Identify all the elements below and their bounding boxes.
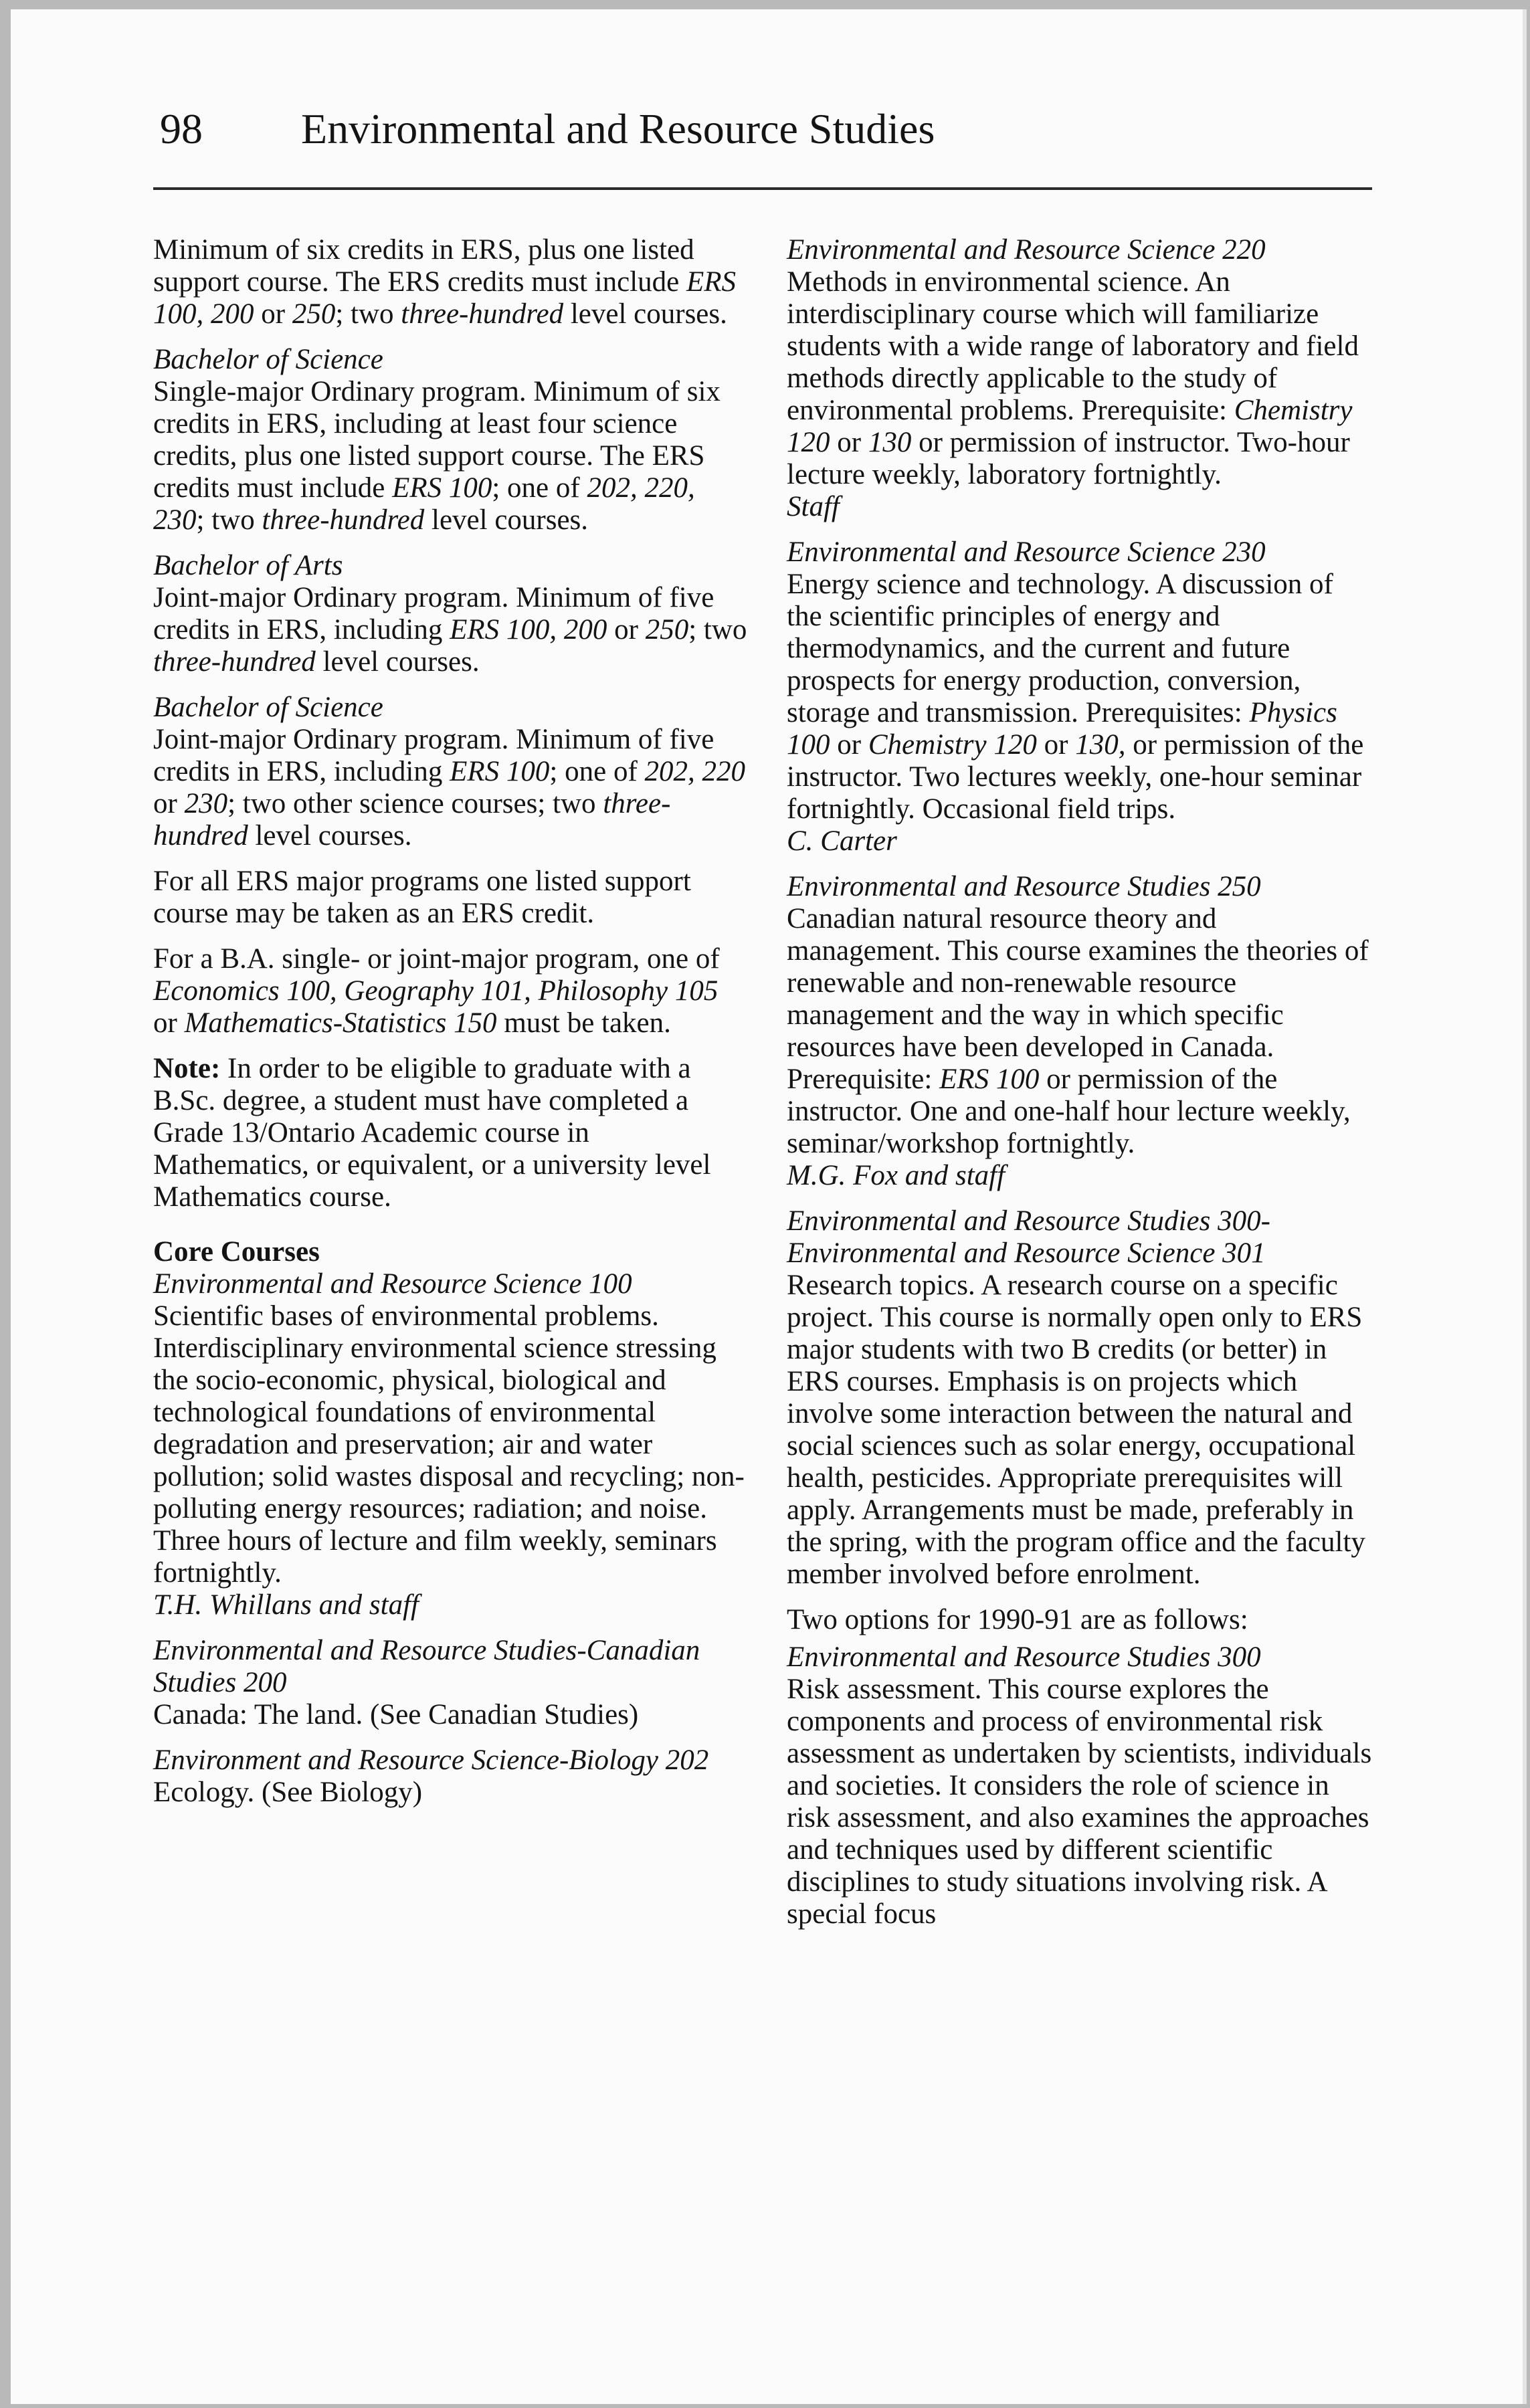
text: or bbox=[830, 427, 868, 458]
course-ers-250 bbox=[787, 871, 1375, 1192]
text: or permission of the instructor. Two lectures weekly, one-hour seminar fortnightly. Occasional field trips. bbox=[787, 729, 1364, 825]
text: ; two bbox=[335, 298, 401, 330]
paragraph bbox=[153, 724, 749, 852]
text: or permission of the instructor. One and one-half hour lecture weekly, seminar/workshop fortnightly. bbox=[787, 1064, 1351, 1159]
course-reference: 130 bbox=[868, 427, 912, 458]
note-text: In order to be eligible to graduate with a B.Sc. degree, a student must have completed a Grade 13/Ontario Academic course in Mathematics, or equivalent, or a university level Mathematics course. bbox=[153, 1053, 711, 1213]
course-reference: ERS 100 bbox=[450, 756, 550, 787]
course-description: Scientific bases of environmental problems. Interdisciplinary environmental science stressing the socio-economic, physical, biological and technological foundations of environmental degradation and preservation; air and water pollution; solid wastes disposal and recycling; non-polluting energy resources; radiation; and noise. Three hours of lecture and film weekly, seminars fortnightly. bbox=[153, 1300, 745, 1589]
text: or bbox=[830, 729, 868, 761]
course-instructor: Staff bbox=[787, 491, 840, 522]
course-reference: 130, bbox=[1075, 729, 1126, 761]
paragraph bbox=[153, 376, 749, 536]
course-reference: ERS 100, 200 bbox=[450, 614, 607, 645]
text: must be taken. bbox=[496, 1007, 671, 1039]
course-reference: Physics 100 bbox=[787, 697, 1337, 761]
level-reference: three-hundred bbox=[153, 788, 671, 851]
text: Methods in environmental science. An interdisciplinary course which will familiarize students with a wide range of laboratory and field methods directly applicable to the study of environmental problems. Prerequisite: bbox=[787, 266, 1359, 426]
course-title: Environment and Resource Science-Biology 202 bbox=[153, 1744, 709, 1776]
paragraph bbox=[153, 943, 749, 1039]
course-reference: 250 bbox=[645, 614, 689, 645]
level-reference: three-hundred bbox=[401, 298, 564, 330]
course-reference: 230 bbox=[184, 788, 228, 819]
course-ers-220 bbox=[787, 234, 1375, 523]
note-label: Note: bbox=[153, 1053, 221, 1084]
course-description bbox=[787, 569, 1375, 825]
paragraph: For all ERS major programs one listed support course may be taken as an ERS credit. bbox=[153, 866, 691, 929]
course-reference: ERS 100, 200 bbox=[153, 266, 737, 330]
course-ers-200 bbox=[153, 1635, 749, 1731]
text: or bbox=[254, 298, 292, 330]
text: level courses. bbox=[315, 646, 480, 678]
text: ; two bbox=[196, 504, 262, 536]
course-title: Environmental and Resource Studies 300 bbox=[787, 1641, 1261, 1673]
options-intro bbox=[787, 1604, 1375, 1636]
course-description bbox=[787, 903, 1375, 1160]
text: level courses. bbox=[424, 504, 589, 536]
level-reference: three-hundred bbox=[262, 504, 425, 536]
ba-joint-major bbox=[153, 550, 749, 678]
text: Canadian natural resource theory and management. This course examines the theories of renewable and non-renewable resource management and the way in which specific resources have been developed in Canada. Prerequisite: bbox=[787, 903, 1369, 1095]
course-reference: Chemistry 120 bbox=[787, 395, 1353, 458]
course-instructor: M.G. Fox and staff bbox=[787, 1160, 1006, 1191]
course-reference: ERS 100 bbox=[939, 1064, 1040, 1095]
text: Minimum of six credits in ERS, plus one listed support course. The ERS credits must include bbox=[153, 234, 694, 298]
text: or bbox=[153, 1007, 185, 1039]
course-reference: Economics 100, Geography 101, Philosophy 105 bbox=[153, 975, 719, 1007]
text: or permission of instructor. Two-hour lecture weekly, laboratory fortnightly. bbox=[787, 427, 1350, 490]
running-head: Environmental and Resource Studies bbox=[301, 105, 935, 153]
core-courses-heading: Core Courses bbox=[153, 1236, 320, 1268]
course-title: Environmental and Resource Science 220 bbox=[787, 234, 1266, 266]
course-title: Environmental and Resource Science 100 bbox=[153, 1268, 632, 1300]
text: Joint-major Ordinary program. Minimum of five credits in ERS, including bbox=[153, 724, 714, 787]
all-ers-majors bbox=[153, 866, 749, 930]
course-instructor: T.H. Whillans and staff bbox=[153, 1589, 419, 1621]
paragraph: Two options for 1990-91 are as follows: bbox=[787, 1604, 1248, 1635]
bsc-single-major bbox=[153, 344, 749, 536]
degree-heading: Bachelor of Science bbox=[153, 692, 383, 723]
course-ers-300-301 bbox=[787, 1205, 1375, 1591]
degree-heading: Bachelor of Arts bbox=[153, 550, 343, 581]
bsc-joint-major bbox=[153, 692, 749, 852]
text: Joint-major Ordinary program. Minimum of five credits in ERS, including bbox=[153, 582, 714, 645]
text: or bbox=[153, 788, 185, 819]
course-reference: 250 bbox=[292, 298, 336, 330]
course-ers-300 bbox=[787, 1641, 1375, 1930]
course-description: Canada: The land. (See Canadian Studies) bbox=[153, 1699, 639, 1730]
course-reference: Chemistry 120 bbox=[868, 729, 1037, 761]
text: ; one of bbox=[549, 756, 645, 787]
text: level courses. bbox=[248, 820, 412, 851]
course-description: Research topics. A research course on a specific project. This course is normally open only to ERS major students with two B credits (or better) in ERS courses. Emphasis is on projects which involve some interaction between the natural and social sciences such as solar energy, occupational health, pesticides. Appropriate prerequisites will apply. Arrangements must be made, preferably in the spring, with the program office and the faculty member involved before enrolment. bbox=[787, 1270, 1365, 1590]
header-rule bbox=[153, 187, 1372, 190]
text: ; two bbox=[688, 614, 747, 645]
paragraph bbox=[153, 1053, 749, 1213]
level-reference: three-hundred bbox=[153, 646, 316, 678]
course-ers-230 bbox=[787, 536, 1375, 858]
note bbox=[153, 1053, 749, 1213]
course-instructor: C. Carter bbox=[787, 825, 897, 857]
paragraph bbox=[153, 234, 749, 330]
page-edge-shadow bbox=[1523, 9, 1527, 2404]
course-title: Environmental and Resource Studies 300-Environmental and Resource Science 301 bbox=[787, 1205, 1270, 1269]
text: ; one of bbox=[492, 472, 587, 504]
course-ers-202 bbox=[153, 1744, 749, 1809]
ba-program-requirement bbox=[153, 943, 749, 1039]
ers-major-requirements bbox=[153, 234, 749, 330]
page bbox=[11, 9, 1527, 2404]
page-number: 98 bbox=[160, 105, 203, 153]
text: For a B.A. single- or joint-major program, one of bbox=[153, 943, 720, 975]
text: Single-major Ordinary program. Minimum of six credits in ERS, including at least four science credits, plus one listed support course. The ERS credits must include bbox=[153, 376, 721, 504]
course-title: Environmental and Resource Studies 250 bbox=[787, 871, 1261, 902]
text: ; two other science courses; two bbox=[227, 788, 603, 819]
course-title: Environmental and Resource Studies-Canadian Studies 200 bbox=[153, 1635, 700, 1698]
course-description: Ecology. (See Biology) bbox=[153, 1777, 423, 1808]
right-column bbox=[787, 234, 1375, 1944]
course-description: Risk assessment. This course explores the components and process of environmental risk assessment as undertaken by scientists, individuals and societies. It considers the role of science in risk assessment, and also examines the approaches and techniques used by different scientific disciplines to study situations involving risk. A special focus bbox=[787, 1674, 1372, 1930]
text: or bbox=[607, 614, 646, 645]
course-reference: Mathematics-Statistics 150 bbox=[184, 1007, 497, 1039]
text: level courses. bbox=[563, 298, 727, 330]
paragraph bbox=[153, 582, 749, 678]
course-reference: 202, 220, 230 bbox=[153, 472, 695, 536]
text: or bbox=[1036, 729, 1076, 761]
degree-heading: Bachelor of Science bbox=[153, 344, 383, 375]
left-column bbox=[153, 234, 749, 1822]
course-reference: ERS 100 bbox=[392, 472, 492, 504]
course-reference: 202, 220 bbox=[644, 756, 746, 787]
course-title: Environmental and Resource Science 230 bbox=[787, 536, 1266, 568]
course-description bbox=[787, 266, 1375, 491]
text: Energy science and technology. A discussion of the scientific principles of energy and thermodynamics, and the current and future prospects for energy production, conversion, storage and transmission. Prerequisites: bbox=[787, 569, 1333, 728]
course-ers-100 bbox=[153, 1268, 749, 1621]
